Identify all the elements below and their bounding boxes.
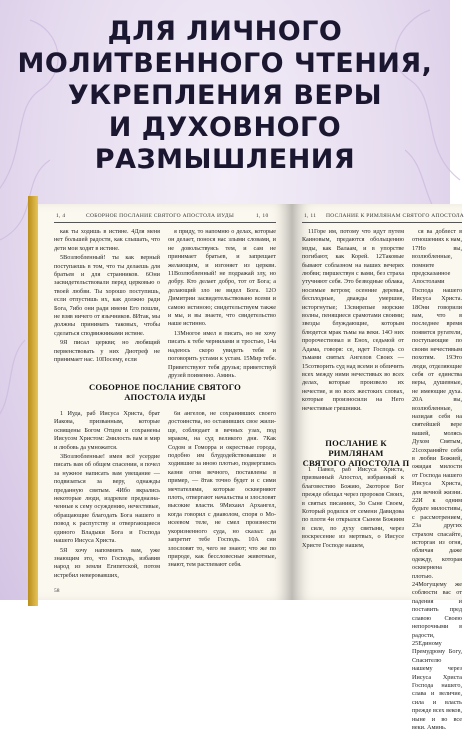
right-page-col1-bottom	[302, 466, 404, 586]
right-page-col1-top	[302, 228, 404, 434]
paragraph: 9Я писал церкви; но любящий первенствовать у них Диотреф не принимает нас. 10Посему, если	[54, 339, 160, 364]
headline-line-1: ДЛЯ ЛИЧНОГО	[107, 16, 343, 47]
book-cover-edge	[28, 196, 38, 606]
left-page-col2-top	[168, 228, 276, 379]
right-page-ref-left: 1, 11	[304, 213, 317, 219]
left-page-col2-bottom	[168, 410, 276, 586]
headline-line-2: МОЛИТВЕННОГО ЧТЕНИЯ,	[17, 48, 433, 79]
heading-line-2: СВЯТОГО АПОСТОЛА П	[302, 458, 410, 468]
paragraph: 1 Павел, раб Иисуса Христа, призванный Апостол, избранный к благовестию Божию, 2которое Бог прежде обещал через пророков Своих, в святых писаниях, 3о Сыне Своем, Который родился от семени Давидова по плоти 4и открылся Сыном Божиим в силе, по духу святыни, через воскресение из мертвых, о Иисусе Христе Господе нашем,	[302, 466, 404, 549]
left-page-running-head: СОБОРНОЕ ПОСЛАНИЕ СВЯТОГО АПОСТОЛА ИУДЫ	[86, 213, 235, 219]
paragraph: как ты ходишь в истине. 4Для меня нет большей радости, как слышать, что дети мои ходят в истине.	[54, 228, 160, 252]
paragraph: ся ва доблест в отношениях к нам, 17Но вы, возлюбленные, помните предсказанное Апостолами Господа нашего Иисуса Христа. 18Они говорили вам, что в последнее время появятся ругатели, поступающие по своим нечестивым похотям. 19Это люди, отделяющие себя от единства веры, душевные, не имеющие духа. 20А вы, возлюбленные, назидая себя на святейшей вере вашей, молясь Духом Святым, 21сохраняйте себя в любви Божией, ожидая милости от Господа нашего Иисуса Христа, для вечной жизни. 22И к одним будьте милостивы, с рассмотрением, 23а других страхом спасайте, исторгая из огня, обличая даже одежду, которая осквернена плотью. 24Могущему же соблюсти вас от падения и поставить пред славою Своею непорочными в радости, 25Единому Премудрому Богу, Спасителю нашему через Иисуса Христа Господа нашего, слава и величие, сила и власть прежде всех веков, ныне и во все веки. Аминь.	[412, 228, 462, 731]
left-page-number: 58	[54, 588, 60, 594]
right-page-running-head: ПОСЛАНИЕ К РИМЛЯНАМ СВЯТОГО АПОСТОЛА	[326, 213, 464, 219]
heading-line-2: АПОСТОЛА ИУДЫ	[124, 392, 206, 402]
headline-line-3: УКРЕПЛЕНИЯ ВЕРЫ	[67, 80, 383, 111]
heading-line-1: СОБОРНОЕ ПОСЛАНИЕ СВЯТОГО	[89, 382, 241, 392]
paragraph: 6и ангелов, не сохранивших своего достоинства, но оставивших свое жилище, соблюдает в вечных узах, под мраком, на суд великого дня. 7Как Содом и Гоморра и окрестные города, подобно им блудодействовавшие и ходившие за иною плотью, подвергшись казни огня вечного, поставлены в пример, — 8так точно будет и с сими мечтателями, которые оскверняют плоть, отвергают начальства и злословят высокие власти. 9Михаил Архангел, когда говорил с диаволом, споря о Моисеевом теле, не смел произнести укоризненного суда, но сказал: да запретит тебе Господь. 10А сии злословят то, чего не знают; что же по природе, как бессловесные животные, знают, тем растлевают себя.	[168, 410, 276, 569]
left-page-col1-bottom	[54, 410, 160, 586]
left-page-epistle-heading	[54, 382, 276, 404]
paragraph: 5Возлюбленный! ты как верный поступаешь в том, что ты делаешь для братьев и для странников. 6Они засвидетельствовали перед церковью о твоей любви. Ты хорошо поступишь, если отпустишь их, как должно ради Бога, 7ибо они ради имени Его пошли, не взяв ничего от язычников. 8Итак, мы должны принимать таковых, чтобы сделаться сподвижниками истине.	[54, 254, 160, 337]
headline-line-4: И ДУХОВНОГО	[108, 112, 342, 143]
paragraph: 1 Иуда, раб Иисуса Христа, брат Иакова, призванным, которые освящены Богом Отцем и сохранены Иисусом Христом: 2милость вам и мир и любовь да умножатся.	[54, 410, 160, 451]
heading-line-1: ПОСЛАНИЕ К РИМЛЯНАМ	[325, 438, 387, 458]
right-page-epistle-heading	[302, 438, 410, 468]
right-page-header-rule	[302, 222, 462, 223]
left-page-ref-right: 1, 10	[256, 213, 269, 219]
paragraph: я приду, то напомню о делах, которые он делает, понося нас злыми словами, и не довольствуясь тем, и сам не принимает братьев, и запрещает желающим, и изгоняет из церкви. 11Возлюбленный! не подражай злу, но добру. Кто делает добро, тот от Бога; а делающий зло не видел Бога. 12О Димитрии засвидетельствовано всеми и самою истиною; свидетельствуем также и мы, и вы знаете, что свидетельство наше истинно.	[168, 228, 276, 328]
headline	[0, 16, 450, 176]
right-page	[292, 204, 464, 731]
paragraph: 11Горе им, потому что идут путем Каиновым, предаются обольщению мзды, как Валаам, и в упорстве погибают, как Корей. 12Таковые бывают соблазном на ваших вечерях любви; пиршествуя с вами, без страха утучняют себя. Это безводные облака, носимые ветром; осенние деревья, бесплодные, дважды умершие, исторгнутые; 13свирепые морские волны, пенящиеся срамотами своими; звезды блуждающие, которым блюдется мрак тьмы на веки. 14О них пророчествовал и Енох, седьмой от Адама, говоря: се, идет Господь со тьмами святых Ангелов Своих — 15сотворить суд над всеми и обличить всех между ними нечестивых во всех делах, которые произвело их нечестие, и во всех жестоких словах, которые произносили на Него нечестивые грешники.	[302, 228, 404, 412]
headline-line-5: РАЗМЫШЛЕНИЯ	[94, 144, 356, 175]
left-page-ref-left: 1, 4	[56, 213, 66, 219]
left-page	[38, 204, 292, 600]
left-page-col1-top	[54, 228, 160, 376]
paragraph: 13Многое имел я писать, но не хочу писать к тебе чернилами и тростью, 14а надеюсь скоро увидеть тебя и поговорить устами к устам. 15Мир тебе. Приветствуют тебя друзья; приветствуй друзей поименно. Аминь.	[168, 329, 276, 379]
paragraph: 5Я хочу напомнить вам, уже знающим это, что Господь, избавив народ из земли Египетской, потом истребил неверовавших,	[54, 546, 160, 579]
paragraph: 3Возлюбленные! имея всё усердие писать вам об общем спасении, я почел за нужное написать вам увещание — подвизаться за веру, однажды преданную святым. 4Ибо вкрались некоторые люди, издревле предназначенные к сему осуждению, нечестивые, обращающие благодать Бога нашего в повод к распутству и отвергающиеся единого Владыки Бога и Господа нашего Иисуса Христа.	[54, 453, 160, 545]
right-page-col2	[412, 228, 462, 731]
left-page-header-rule	[54, 222, 276, 223]
